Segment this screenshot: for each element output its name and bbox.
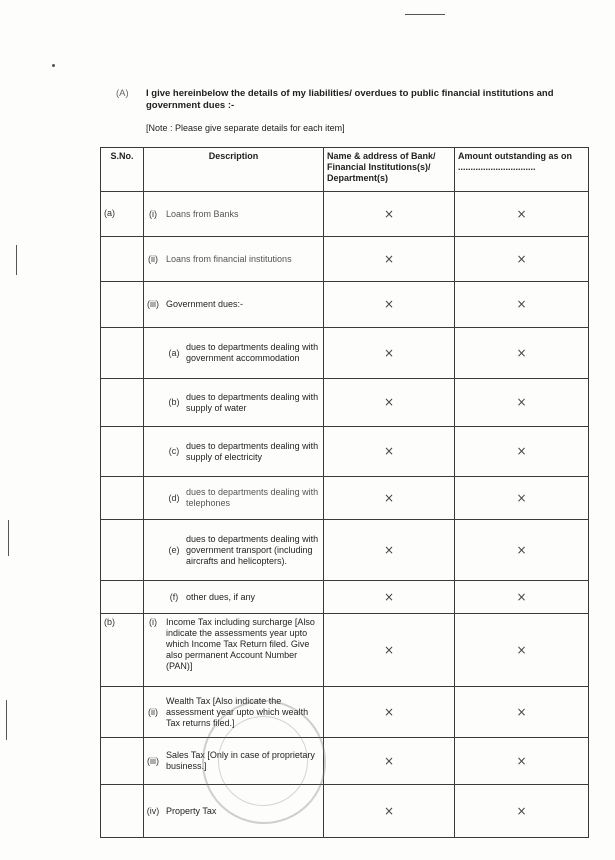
row-description — [144, 427, 324, 477]
header-sno: S.No. — [101, 148, 144, 192]
row-sno — [101, 581, 144, 614]
row-name-mark: × — [324, 520, 455, 581]
row-sub-number: (iii) — [147, 299, 159, 309]
row-amount-mark: × — [455, 427, 589, 477]
row-amount-mark: × — [455, 477, 589, 520]
row-description — [144, 614, 324, 687]
row-name-mark: × — [324, 328, 455, 379]
row-name-mark: × — [324, 614, 455, 687]
row-amount-mark: × — [455, 520, 589, 581]
table-row — [101, 427, 589, 477]
liabilities-table — [100, 147, 589, 838]
row-sub-number: (iii) — [147, 755, 159, 766]
official-seal-stamp — [202, 700, 326, 824]
intro-paragraph — [118, 88, 588, 112]
row-amount-mark: × — [455, 687, 589, 738]
header-amount: Amount outstanding as on ............................... — [455, 148, 589, 192]
row-sno — [101, 785, 144, 838]
row-subsub-letter: (a) — [168, 347, 180, 358]
row-description — [144, 237, 324, 282]
row-amount-mark: × — [455, 785, 589, 838]
row-description-text: Government dues:- — [166, 299, 244, 309]
row-sub-number: (iv) — [146, 805, 160, 816]
note-text: [Note : Please give separate details for each item] — [146, 123, 345, 133]
table-header-row — [101, 148, 589, 192]
scan-speck — [405, 14, 445, 15]
row-sno — [101, 427, 144, 477]
row-name-mark: × — [324, 785, 455, 838]
section-label: (A) — [116, 88, 129, 99]
table-row — [101, 614, 589, 687]
row-amount-mark: × — [455, 282, 589, 328]
header-description: Description — [144, 148, 324, 192]
row-name-mark: × — [324, 477, 455, 520]
row-name-mark: × — [324, 282, 455, 328]
row-subsub-letter: (d) — [168, 492, 180, 503]
row-name-mark: × — [324, 738, 455, 785]
row-description — [144, 328, 324, 379]
row-description-text: Property Tax — [166, 805, 217, 816]
row-amount-mark: × — [455, 328, 589, 379]
scan-speck — [8, 520, 9, 556]
row-amount-mark: × — [455, 614, 589, 687]
header-name-address: Name & address of Bank/ Financial Institutions(s)/ Department(s) — [324, 148, 455, 192]
row-name-mark: × — [324, 237, 455, 282]
table-row — [101, 785, 589, 838]
intro-text: I give hereinbelow the details of my liabilities/ overdues to public financial institutions and government dues :- — [146, 88, 554, 111]
row-description-text: Income Tax including surcharge [Also indicate the assessments year upto which Income Tax Return filed. Give also permanent Account Number (PAN)] — [166, 617, 315, 671]
table-row — [101, 520, 589, 581]
table-row — [101, 192, 589, 237]
row-description-text: dues to departments dealing with supply of electricity — [186, 440, 319, 462]
row-amount-mark: × — [455, 738, 589, 785]
row-description — [144, 282, 324, 328]
row-subsub-letter: (e) — [168, 544, 180, 555]
row-description — [144, 581, 324, 614]
row-description-text: dues to departments dealing with government accommodation — [186, 342, 319, 363]
row-description-text: other dues, if any — [186, 591, 256, 602]
row-name-mark: × — [324, 427, 455, 477]
row-name-mark: × — [324, 379, 455, 427]
row-subsub-letter: (c) — [168, 446, 180, 456]
row-description-text: dues to departments dealing with government transport (including aircrafts and helicopters). — [186, 533, 319, 566]
row-amount-mark: × — [455, 192, 589, 237]
scan-speck — [52, 64, 55, 67]
row-sno — [101, 520, 144, 581]
row-description — [144, 520, 324, 581]
row-description-text: Sales Tax [Only in case of proprietary business.] — [166, 750, 315, 771]
table-body — [101, 192, 589, 838]
table-row — [101, 379, 589, 427]
row-name-mark: × — [324, 581, 455, 614]
row-sno — [101, 477, 144, 520]
row-sub-number: (i) — [149, 617, 157, 627]
table-row — [101, 738, 589, 785]
row-description-text: dues to departments dealing with supply of water — [186, 391, 319, 413]
row-description-text: Loans from financial institutions — [166, 253, 292, 264]
row-description — [144, 477, 324, 520]
table-row — [101, 237, 589, 282]
table-row — [101, 581, 589, 614]
row-description-text: dues to departments dealing with telephones — [186, 487, 319, 508]
row-description — [144, 379, 324, 427]
row-subsub-letter: (f) — [169, 591, 179, 602]
row-amount-mark: × — [455, 237, 589, 282]
official-seal-inner-ring — [218, 716, 308, 806]
row-sub-number: (i) — [149, 208, 157, 219]
row-sub-number: (ii) — [148, 253, 158, 264]
row-sno — [101, 237, 144, 282]
scan-speck — [16, 245, 17, 275]
row-sno — [101, 738, 144, 785]
row-name-mark: × — [324, 687, 455, 738]
scan-speck — [6, 700, 7, 740]
row-sub-number: (ii) — [148, 706, 158, 717]
table-row — [101, 328, 589, 379]
row-sno — [101, 282, 144, 328]
row-amount-mark: × — [455, 379, 589, 427]
row-description — [144, 192, 324, 237]
row-amount-mark: × — [455, 581, 589, 614]
row-name-mark: × — [324, 192, 455, 237]
row-sno — [101, 687, 144, 738]
row-description-text: Loans from Banks — [166, 208, 239, 219]
row-sno-text: (b) — [104, 617, 115, 627]
table-row — [101, 687, 589, 738]
row-sno — [101, 328, 144, 379]
table-row — [101, 282, 589, 328]
row-sno — [101, 614, 144, 687]
row-sno — [101, 379, 144, 427]
table-row — [101, 477, 589, 520]
row-subsub-letter: (b) — [168, 397, 180, 407]
row-description-text: Wealth Tax [Also indicate the assessment year upto which wealth Tax returns filed.] — [166, 695, 309, 728]
row-sno: (a) — [101, 192, 144, 237]
